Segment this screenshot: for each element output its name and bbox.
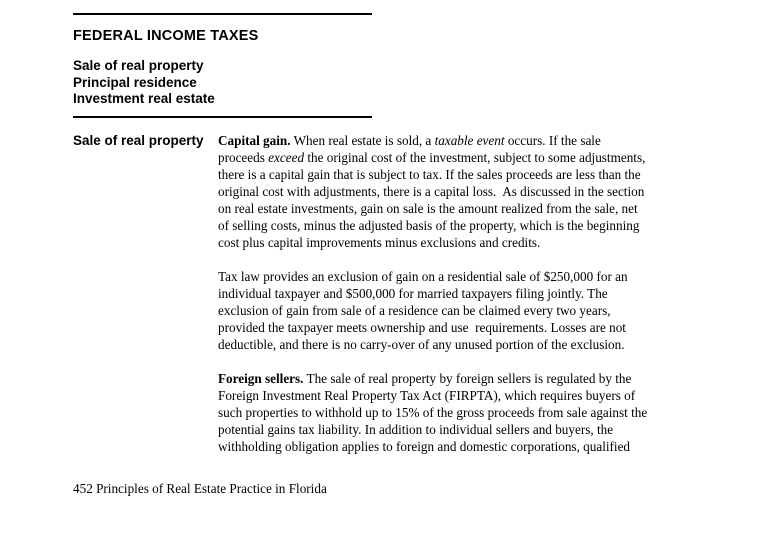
topic-item-sale-of-real-property: Sale of real property: [73, 58, 204, 73]
footer-text: 452 Principles of Real Estate Practice in Florida: [73, 481, 327, 496]
topic-item-investment-real-estate: Investment real estate: [73, 91, 215, 106]
body-column: [218, 132, 693, 472]
content-section: [73, 132, 693, 472]
bottom-rule: [73, 116, 372, 118]
side-label: Sale of real property: [73, 133, 204, 148]
top-rule: [73, 13, 372, 15]
body-paragraph: Foreign sellers. The sale of real property by foreign sellers is regulated by the Foreign Investment Real Property Tax Act (FIRPTA), which requires buyers of such properties to withhold up to 15% of the gross proceeds from sale against the potential gains tax liability. In addition to individual sellers and buyers, the withholding obligation applies to foreign and domestic corporations, qualified: [218, 371, 648, 454]
body-paragraph: Tax law provides an exclusion of gain on a residential sale of $250,000 for an individual taxpayer and $500,000 for married taxpayers filing jointly. The exclusion of gain from sale of a residence can be claimed every two years, provided the taxpayer meets ownership and use requirements. Losses are not deductible, and there is no carry-over of any unused portion of the exclusion.: [218, 269, 628, 352]
section-title: FEDERAL INCOME TAXES: [73, 28, 259, 44]
topic-item-principal-residence: Principal residence: [73, 74, 197, 90]
topic-list: [73, 58, 215, 108]
body-paragraph: Capital gain. When real estate is sold, a taxable event occurs. If the sale proceeds exceed the original cost of the investment, subject to some adjustments, there is a capital gain that is subject to tax. If the sales proceeds are less than the original cost with adjustments, there is a capital loss. As discussed in the section on real estate investments, gain on sale is the amount realized from the sale, net of selling costs, minus the adjusted basis of the property, which is the beginning cost plus capital improvements minus exclusions and credits.: [218, 133, 646, 250]
